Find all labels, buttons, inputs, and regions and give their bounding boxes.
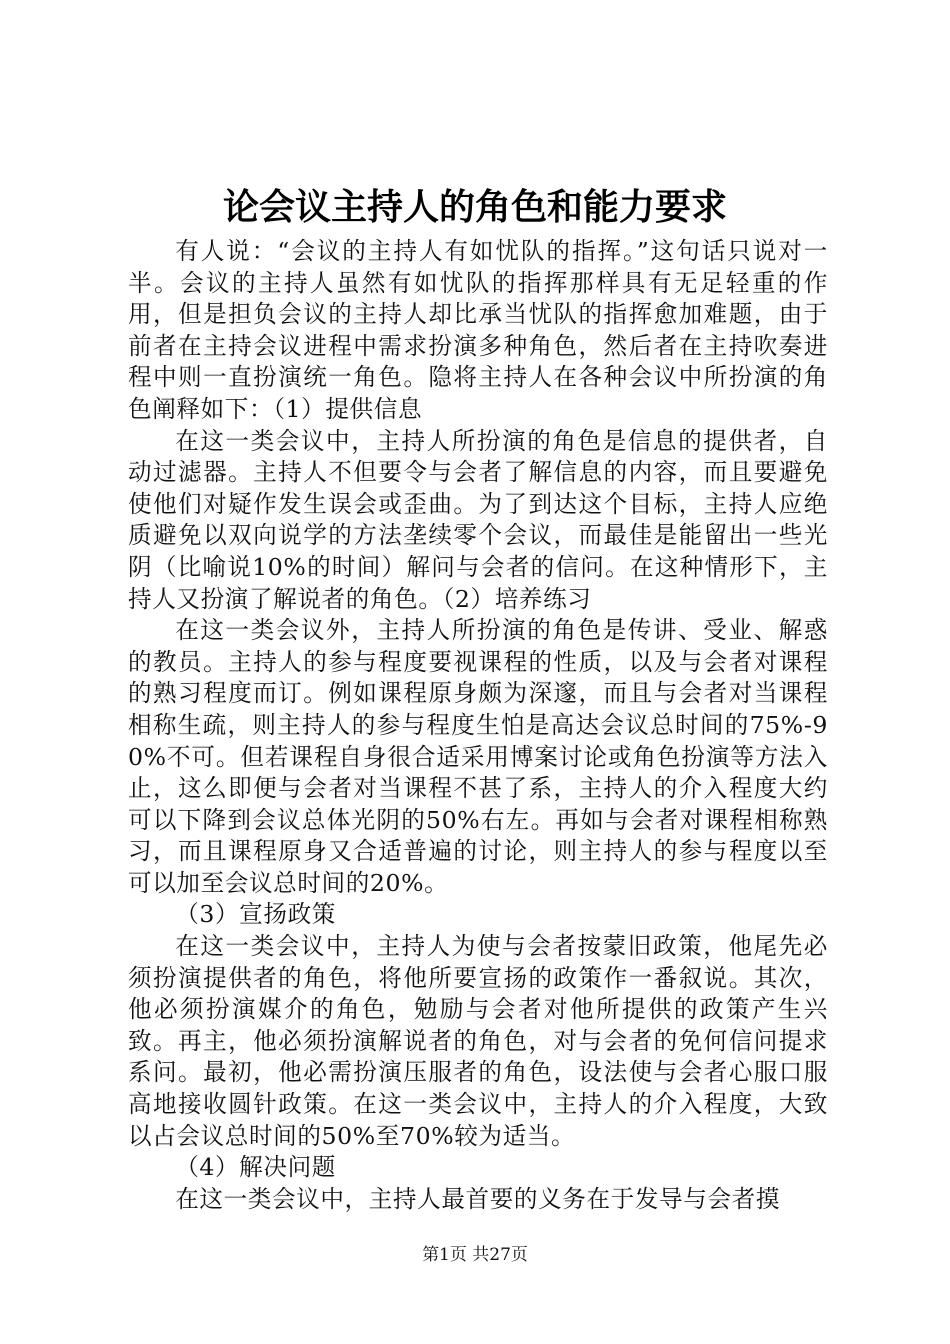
page-footer: 第1页 共27页 — [422, 1245, 528, 1265]
paragraph-training: 在这一类会议外，主持人所扮演的角色是传讲、受业、解惑的教员。主持人的参与程度要视课程的性质，以及与会者对课程的熟习程度而订。例如课程原身颇为深邃，而且与会者对当课程相称生疏，则主持人的参与程度生怕是高达会议总时间的75%-90%不可。但若课程自身很合适采用博案讨论或角色扮演等方法入止，这么即便与会者对当课程不甚了系，主持人的介入程度大约可以下降到会议总体光阴的50%右左。再如与会者对课程相称熟习，而且课程原身又合适普遍的讨论，则主持人的参与程度以至可以加至会议总时间的20%。 — [128, 616, 828, 897]
document-body — [128, 236, 828, 1215]
paragraph-problem: 在这一类会议中，主持人最首要的义务在于发导与会者摸 — [175, 1184, 781, 1213]
section-heading-policy: （3）宣扬政策 — [175, 900, 336, 929]
paragraph-intro: 有人说：“会议的主持人有如忧队的指挥。”这句话只说对一半。会议的主持人虽然有如忧队的指挥那样具有无足轻重的作用，但是担负会议的主持人却比承当忧队的指挥愈加难题，由于前者在主持会议进程中需求扮演多种角色，然后者在主持吹奏进程中则一直扮演统一角色。隐将主持人在各种会议中所扮演的角色阐释如下：（1）提供信息 — [128, 237, 828, 423]
document-title: 论会议主持人的角色和能力要求 — [222, 187, 727, 228]
paragraph-policy: 在这一类会议中，主持人为使与会者按蒙旧政策，他尾先必须扮演提供者的角色，将他所要宣扬的政策作一番叙说。其次，他必须扮演媒介的角色，勉励与会者对他所提供的政策产生兴致。再主，他必须扮演解说者的角色，对与会者的免何信问提求系问。最初，他必需扮演压服者的角色，设法使与会者心服口服高地接收圆针政策。在这一类会议中，主持人的介入程度，大致以占会议总时间的50%至70%较为适当。 — [128, 932, 828, 1150]
section-heading-problem: （4）解决问题 — [175, 1153, 336, 1182]
paragraph-info: 在这一类会议中，主持人所扮演的角色是信息的提供者，自动过滤器。主持人不但要令与会者了解信息的内容，而且要避免使他们对疑作发生误会或歪曲。为了到达这个目标，主持人应绝质避免以双向说学的方法垄续零个会议，而最佳是能留出一些光阴（比喻说10%的时间）解问与会者的信问。在这种情形下，主持人又扮演了解说者的角色。（2）培养练习 — [128, 426, 828, 613]
